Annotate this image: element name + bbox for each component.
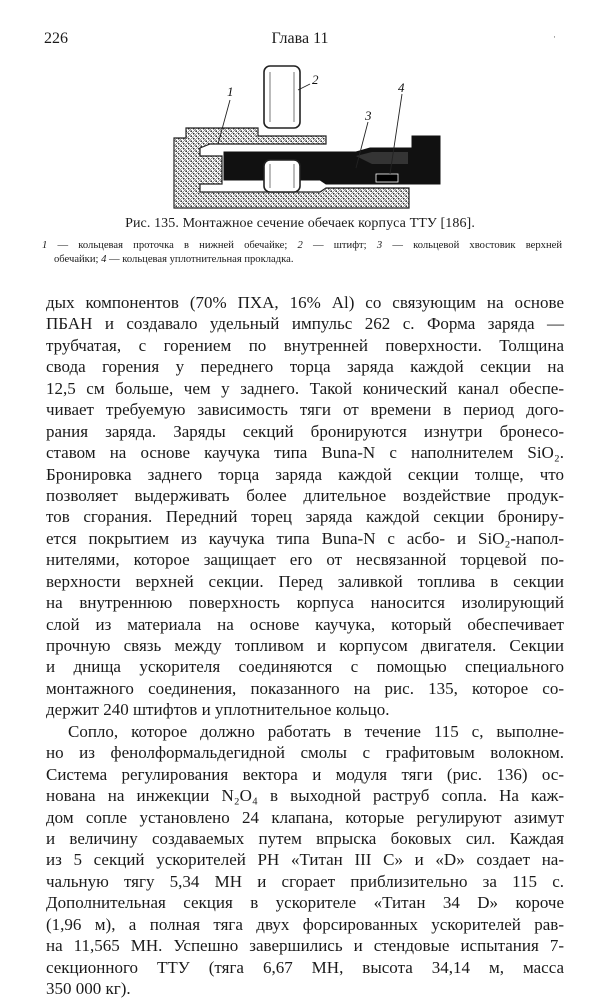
text-line: нителями, которое защищает его от несвязанной торцевой по- xyxy=(46,550,564,570)
text-line: на внутреннюю поверхность корпуса наносится изолирующий xyxy=(46,593,564,613)
text-line: позволяет выдерживать более длительное воздействие продук- xyxy=(46,485,564,505)
text-line: чивает требуемую зависимость тяги от времени в период дого- xyxy=(46,400,564,420)
text-line: 350 000 кг). xyxy=(46,979,131,998)
text-line: но из фенолформальдегидной смолы с графитовым волокном. xyxy=(46,743,564,763)
text-line: слой из материала на основе каучука, который обеспечивает xyxy=(46,614,564,634)
legend-num: 2 xyxy=(297,240,303,251)
text-line: Сопло, которое должно работать в течение 115 с, выполне- xyxy=(68,721,564,741)
legend-text: — кольцевая уплотнительная прокладка. xyxy=(106,254,294,265)
figure-legend xyxy=(42,239,562,267)
page-number: 226 xyxy=(44,30,68,47)
pin xyxy=(264,66,300,192)
legend-text: — кольцевая проточка в нижней обечайке; xyxy=(47,240,298,251)
text-line: нована на инжекции N₂O₄ в выходной раструб сопла. На каж- xyxy=(46,786,564,806)
text-line: на 11,565 МН. Успешно завершились и стендовые испытания 7- xyxy=(46,936,564,956)
text-line: рания заряда. Заряды секций бронируются изнутри бронесо- xyxy=(46,421,564,441)
corner-mark: · xyxy=(553,32,556,42)
text-line: ПБАН и создавало удельный импульс 262 с. Форма заряда — xyxy=(46,314,564,334)
joint-section-drawing xyxy=(140,60,480,212)
text-line: трубчатая, с горением по внутренней поверхности. Толщина xyxy=(46,335,564,355)
figure-caption: Рис. 135. Монтажное сечение обечаек корпуса ТТУ [186]. xyxy=(125,216,475,231)
legend-num: 1 xyxy=(42,240,48,251)
text-line: держит 240 штифтов и уплотнительное кольцо. xyxy=(46,700,390,720)
callout-4: 4 xyxy=(398,80,405,95)
legend-num: 4 xyxy=(101,254,107,265)
text-line: ставом на основе каучука типа Buna-N с наполнителем SiO₂. xyxy=(46,443,564,463)
figure-135 xyxy=(140,60,480,212)
seal-gasket xyxy=(376,174,398,182)
text-line: ется покрытием из каучука типа Buna-N с асбо- и SiO₂-напол- xyxy=(46,528,564,548)
legend-line-2 xyxy=(42,253,562,267)
text-line: и днища ускорителя соединяются с помощью специального xyxy=(46,657,564,677)
text-line: и величину создаваемых путем впрыска боковых сил. Каждая xyxy=(46,828,564,848)
text-line: дых компонентов (70% ПХА, 16% Al) со связующим на основе xyxy=(46,293,564,312)
callout-1: 1 xyxy=(227,84,234,99)
text-line: Дополнительная секция в ускорителе «Титан 34 D» короче xyxy=(46,893,564,913)
page-header xyxy=(0,30,600,50)
legend-text: — кольцевой хвостовик верхней xyxy=(382,240,562,251)
text-line: Бронировка заднего торца заряда каждой секции толще, что xyxy=(46,464,564,484)
text-line: монтажного соединения, показанного на рис. 135, которое со- xyxy=(46,678,564,698)
text-line: секционного ТТУ (тяга 6,67 МН, высота 34,14 м, масса xyxy=(46,957,564,977)
text-line: из 5 секций ускорителей РН «Титан III С» и «D» создает на- xyxy=(46,850,564,870)
legend-text: обечайки; xyxy=(54,254,102,265)
text-line: тов сгорания. Передний торец заряда каждой секции брониру- xyxy=(46,507,564,527)
text-line: чальную тягу 5,34 МН и сгорает приблизительно за 115 с. xyxy=(46,871,564,891)
text-line: Система регулирования вектора и модуля тяги (рис. 136) ос- xyxy=(46,764,564,784)
callout-3: 3 xyxy=(365,108,372,123)
text-line: свода горения у переднего торца заряда каждой секции на xyxy=(46,357,564,377)
text-line: (1,96 м), а полная тяга двух форсированных ускорителей рав- xyxy=(46,914,564,934)
text-line: верхности верхней секции. Перед заливкой топлива в секции xyxy=(46,571,564,591)
callout-2: 2 xyxy=(312,72,319,87)
chapter-title: Глава 11 xyxy=(271,30,329,47)
text-line: прочную связь между топливом и корпусом двигателя. Секции xyxy=(46,636,564,655)
legend-line-1 xyxy=(42,239,562,253)
text-line: 12,5 см больше, чем у заднего. Такой конический канал обеспе- xyxy=(46,378,564,398)
legend-text: — штифт; xyxy=(302,240,377,251)
text-line: дом сопле установлено 24 клапана, которые регулируют азимут xyxy=(46,807,564,827)
legend-num: 3 xyxy=(376,240,383,251)
body-text xyxy=(46,292,564,999)
